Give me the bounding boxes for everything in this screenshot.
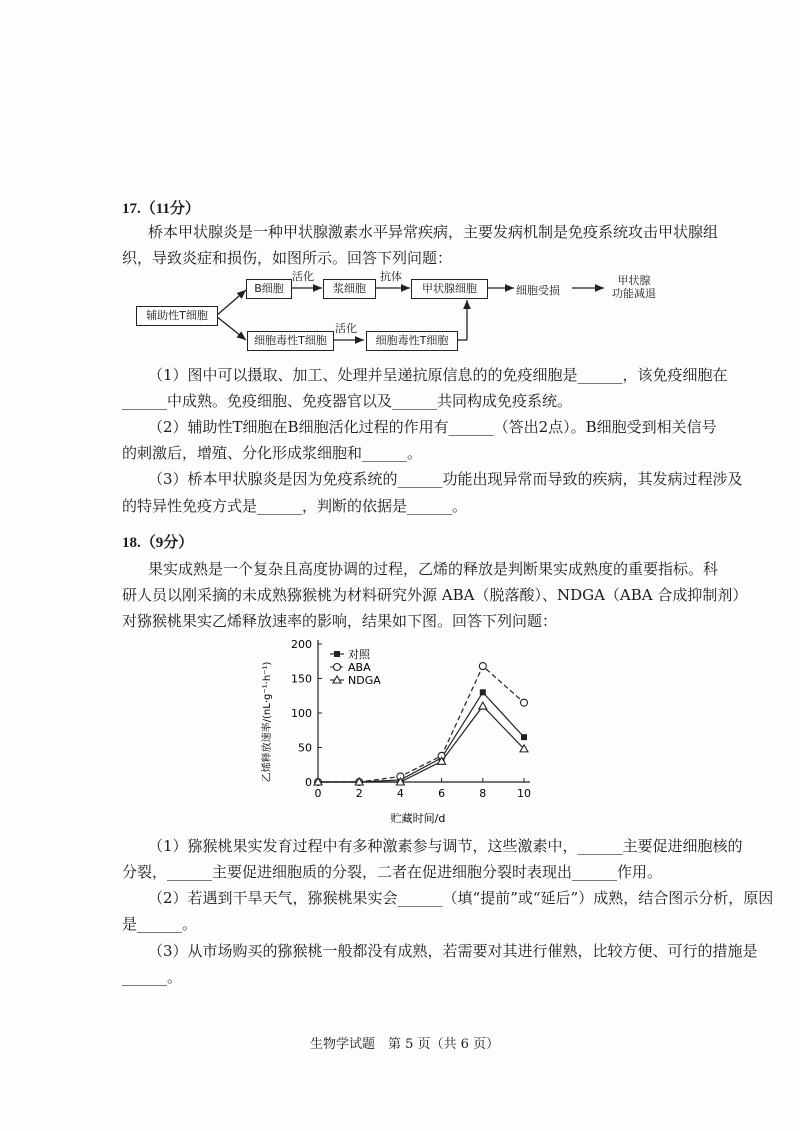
- q17-p2-line1: （2）辅助性T细胞在B细胞活化过程的作用有______（答出2点）。B细胞受到相关信号: [148, 418, 717, 436]
- x-axis-label: 贮藏时间/d: [390, 812, 446, 825]
- legend-label-ABA: ABA: [348, 661, 371, 674]
- q18-p3-line1: （3）从市场购买的猕猴桃一般都没有成熟，若需要对其进行催熟，比较方便、可行的措施是: [148, 942, 758, 960]
- data-point-ABA: [521, 699, 528, 706]
- hypothyroid-label-line1: 甲状腺: [617, 274, 651, 287]
- legend-label-NDGA: NDGA: [348, 674, 381, 687]
- q18-intro-line2: 研人员以刚采摘的未成熟猕猴桃为材料研究外源 ABA（脱落酸）、NDGA（ABA 合成抑制剂）: [122, 586, 748, 604]
- series-line-NDGA: [318, 706, 524, 782]
- y-tick-label: 50: [298, 741, 312, 755]
- x-tick-label: 10: [517, 787, 531, 800]
- x-tick-label: 6: [438, 787, 446, 800]
- y-tick-label: 200: [291, 638, 312, 651]
- q17-p2-line2: 的刺激后，增殖、分化形成浆细胞和______。: [122, 444, 423, 462]
- hypothyroid-label-line2: 功能减退: [612, 287, 656, 300]
- legend-marker-ABA: [334, 664, 341, 671]
- data-point-对照: [521, 734, 527, 740]
- q18-p3-line2: ______。: [122, 968, 183, 986]
- x-tick-label: 4: [396, 787, 404, 800]
- hypothyroid-label: [612, 274, 656, 300]
- activate-label-1: 活化: [292, 270, 314, 283]
- y-tick-label: 0: [305, 776, 312, 789]
- q18-p1-line2: 分裂，______主要促进细胞质的分裂，二者在促进细胞分裂时表现出______作用。: [122, 863, 663, 881]
- ethylene-chart: [250, 630, 570, 830]
- plasma-cell-box: 浆细胞: [323, 279, 376, 299]
- x-tick-label: 0: [314, 787, 322, 800]
- thyroid-cell-box: 甲状腺细胞: [411, 279, 488, 299]
- ctl-active-box: 细胞毒性T细胞: [366, 331, 458, 351]
- y-axis-label: 乙烯释放速率/(nL·g⁻¹·h⁻¹): [262, 661, 273, 783]
- q17-p3-line2: 的特异性免疫方式是______，判断的依据是______。: [122, 497, 468, 515]
- y-tick-label: 150: [291, 672, 312, 686]
- ctl-box: 细胞毒性T细胞: [247, 331, 334, 351]
- q17-p1-line2: ______中成熟。免疫细胞、免疫器官以及______共同构成免疫系统。: [122, 392, 573, 410]
- q18-p2-line2: 是______。: [122, 915, 198, 933]
- x-tick-label: 2: [355, 787, 363, 800]
- q17-intro-line2: 织，导致炎症和损伤，如图所示。回答下列问题：: [122, 249, 453, 267]
- q17-p3-line1: （3）桥本甲状腺炎是因为免疫系统的______功能出现异常而导致的疾病，其发病过程涉及: [148, 470, 743, 488]
- x-tick-label: 8: [479, 787, 487, 800]
- legend-label-对照: 对照: [348, 648, 370, 661]
- q18-p1-line1: （1）猕猴桃果实发育过程中有多种激素参与调节，这些激素中，______主要促进细胞核的: [148, 837, 743, 855]
- legend-marker-对照: [334, 651, 340, 657]
- page-footer: 生物学试题 第 5 页（共 6 页）: [310, 1037, 500, 1052]
- antibody-label: 抗体: [380, 270, 402, 283]
- q17-p1-line1: （1）图中可以摄取、加工、处理并呈递抗原信息的的免疫细胞是______，该免疫细胞在: [148, 366, 728, 384]
- immune-flow-diagram: [0, 0, 800, 360]
- series-line-对照: [318, 692, 524, 782]
- activate-label-2: 活化: [335, 322, 357, 335]
- data-point-对照: [480, 689, 486, 695]
- q17-intro-line1: 桥本甲状腺炎是一种甲状腺激素水平异常疾病，主要发病机制是免疫系统攻击甲状腺组: [148, 223, 719, 241]
- q18-intro-line3: 对猕猴桃果实乙烯释放速率的影响，结果如下图。回答下列问题：: [122, 612, 558, 630]
- data-point-NDGA: [479, 702, 487, 709]
- cell-damage-label: 细胞受损: [516, 284, 560, 297]
- q17-header: 17.（11分）: [122, 201, 200, 217]
- y-tick-label: 100: [291, 707, 312, 720]
- arrow-helper-to-ctl: [216, 316, 246, 340]
- data-point-ABA: [479, 663, 486, 670]
- helper-t-cell-box: 辅助性T细胞: [136, 306, 218, 326]
- q18-header: 18.（9分）: [122, 535, 194, 551]
- q18-p2-line1: （2）若遇到干旱天气，猕猴桃果实会______（填“提前”或“延后”）成熟，结合图示分析，原因: [148, 889, 774, 907]
- q18-intro-line1: 果实成熟是一个复杂且高度协调的过程，乙烯的释放是判断果实成熟度的重要指标。科: [148, 560, 719, 578]
- b-cell-box: B细胞: [246, 279, 292, 299]
- arrow-helper-to-b: [216, 290, 246, 316]
